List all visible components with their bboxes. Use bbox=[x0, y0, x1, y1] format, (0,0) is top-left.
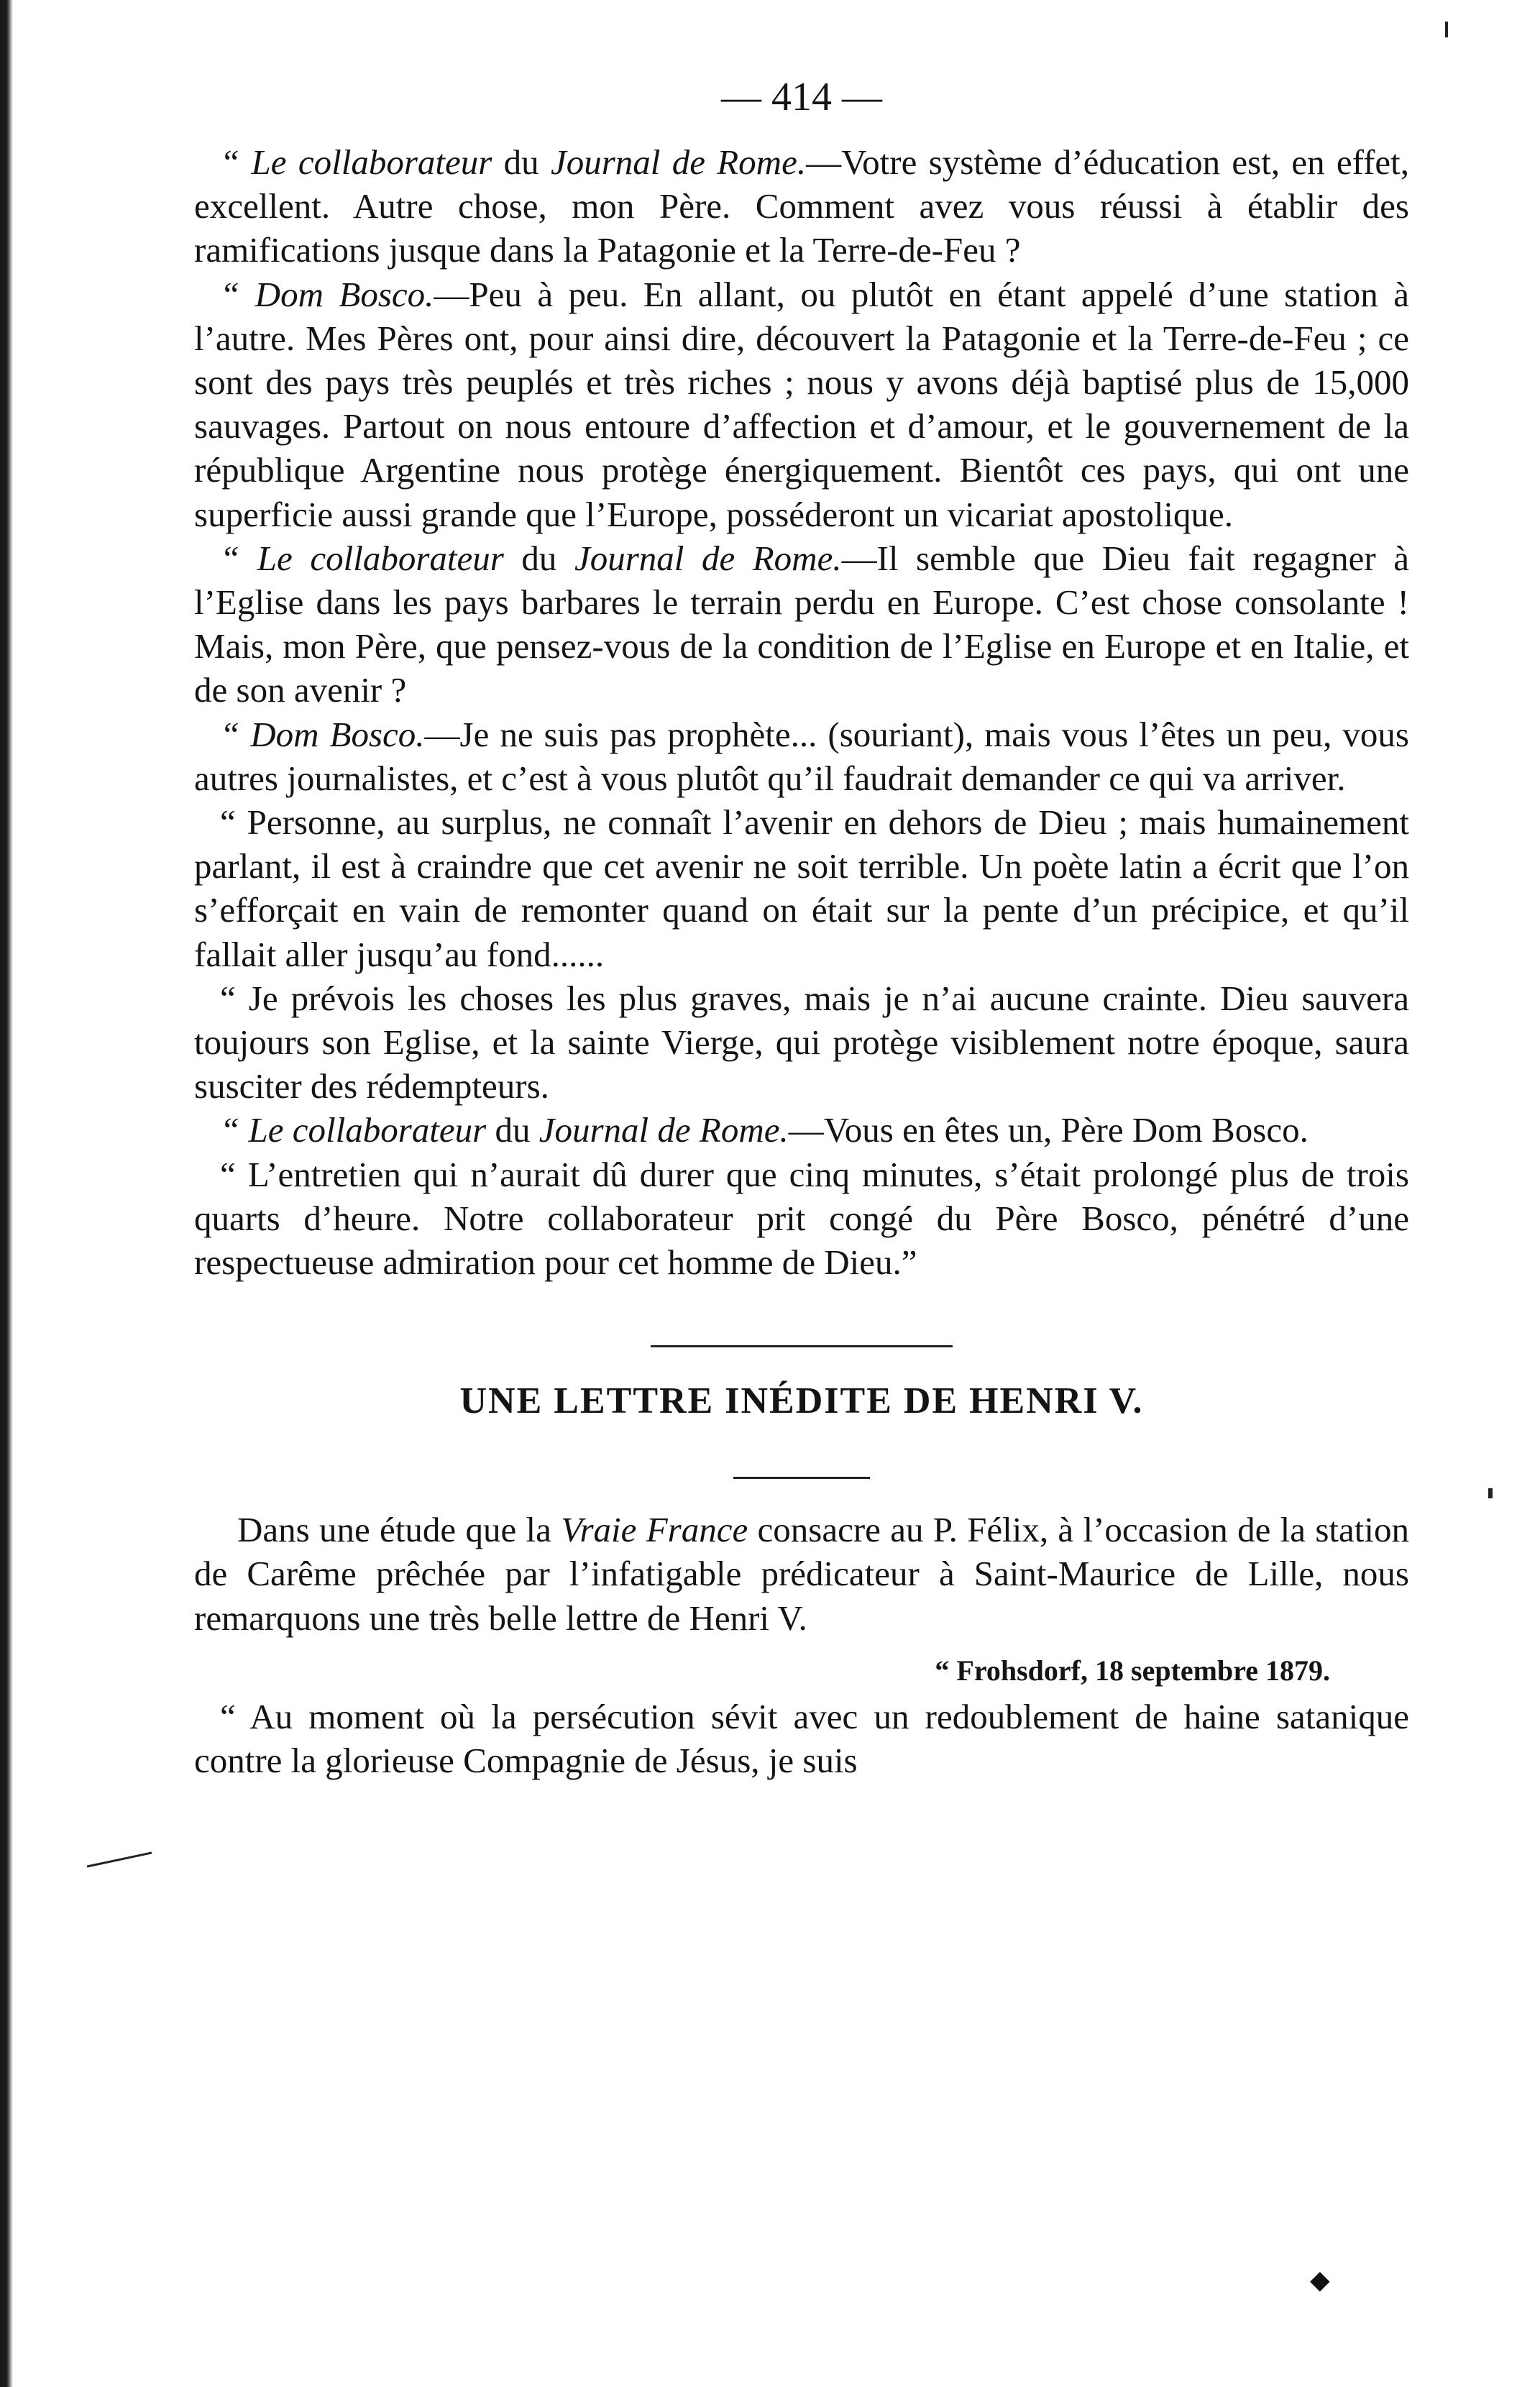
section-divider bbox=[651, 1345, 953, 1347]
scan-binding-edge bbox=[0, 0, 13, 2387]
paragraph-dom-bosco-4 bbox=[194, 976, 1409, 1109]
journal-title-vraie-france: Vraie France bbox=[561, 1510, 748, 1550]
paragraph-text: “ Je prévois les choses les plus graves, mais je n’ai aucune crainte. Dieu sauvera toujours son Eglise, et la sainte Vierge, qui protège visiblement notre époque, saura susciter des rédempteurs. bbox=[194, 978, 1409, 1107]
paragraph-closing-narration bbox=[194, 1153, 1409, 1285]
paragraph-text: “ Au moment où la persécution sévit avec un redoublement de haine satanique contre la glorieuse Compagnie de Jésus, je suis bbox=[194, 1696, 1409, 1781]
paragraph-dom-bosco-1 bbox=[194, 272, 1409, 536]
page-number: — 414 — bbox=[721, 75, 882, 119]
section-title: UNE LETTRE INÉDITE DE HENRI V. bbox=[459, 1380, 1144, 1422]
paragraph-dom-bosco-2 bbox=[194, 713, 1409, 800]
journal-name: Journal de Rome. bbox=[574, 538, 842, 578]
speaker-label: “ Dom Bosco. bbox=[220, 274, 434, 314]
margin-dash-mark bbox=[87, 1851, 152, 1867]
paragraph-dom-bosco-3 bbox=[194, 800, 1409, 976]
journal-name: Journal de Rome. bbox=[538, 1110, 789, 1150]
diamond-mark-icon: ◆ bbox=[1310, 2265, 1330, 2294]
speaker-label: “ Le collaborateur bbox=[220, 142, 492, 182]
speaker-label: “ Le collaborateur bbox=[220, 538, 504, 578]
paragraph-text: —Votre système d’éducation est, en effet, excellent. Autre chose, mon Père. Comment avez vous réussi à établir des ramifications jusque dans la Patagonie et la Terre-de-Feu ? bbox=[194, 142, 1410, 270]
speaker-label: “ Le collaborateur bbox=[220, 1110, 487, 1150]
scan-speck bbox=[1488, 1488, 1493, 1498]
connector-du: du bbox=[521, 538, 557, 578]
speaker-label: “ Dom Bosco. bbox=[220, 714, 425, 754]
paragraph-text: —Je ne suis pas prophète... (souriant), mais vous l’êtes un peu, vous autres journalistes, et c’est à vous plutôt qu’il faudrait demander ce qui va arriver. bbox=[194, 714, 1409, 798]
paragraph-text: —Vous en êtes un, Père Dom Bosco. bbox=[788, 1110, 1308, 1150]
paragraph-intro bbox=[194, 1508, 1409, 1640]
connector-du: du bbox=[495, 1110, 531, 1150]
paragraph-collaborateur-2 bbox=[194, 536, 1409, 713]
paragraph-letter-opening bbox=[194, 1695, 1409, 1782]
paragraph-collaborateur-1 bbox=[194, 140, 1409, 272]
book-page bbox=[194, 68, 1409, 1782]
intro-text-end: consacre au P. Félix, à l’occasion de la station de Carême prêchée par l’infatigable prédicateur à Saint-Maurice de Lille, nous remarquons une très belle lettre de Henri V. bbox=[194, 1510, 1409, 1638]
intro-text-start: Dans une étude que la bbox=[237, 1510, 562, 1550]
paragraph-text: “ L’entretien qui n’aurait dû durer que cinq minutes, s’était prolongé plus de trois quarts d’heure. Notre collaborateur prit congé du Père Bosco, pénétré d’une respectueuse admiration pour cet homme de Dieu.” bbox=[194, 1154, 1409, 1283]
paragraph-text: —Il semble que Dieu fait regagner à l’Eglise dans les pays barbares le terrain perdu en Europe. C’est chose consolante ! Mais, mon Père, que pensez-vous de la condition de l’Eglise en Europe et en Italie, et de son avenir ? bbox=[194, 538, 1410, 710]
letter-dateline: “ Frohsdorf, 18 septembre 1879. bbox=[935, 1654, 1330, 1687]
connector-du: du bbox=[503, 142, 539, 182]
paragraph-text: “ Personne, au surplus, ne connaît l’avenir en dehors de Dieu ; mais humainement parlant, il est à craindre que cet avenir ne soit terrible. Un poète latin a écrit que l’on s’efforçait en vain de remonter quand on était sur la pente d’un précipice, et qu’il fallait aller jusqu’au fond...... bbox=[194, 802, 1409, 974]
scan-speck bbox=[1445, 22, 1448, 37]
journal-name: Journal de Rome. bbox=[550, 142, 807, 182]
paragraph-collaborateur-3 bbox=[194, 1108, 1409, 1152]
paragraph-text: —Peu à peu. En allant, ou plutôt en étant appelé d’une station à l’autre. Mes Pères ont, pour ainsi dire, découvert la Patagonie et la Terre-de-Feu ; ce sont des pays très peuplés et très riches ; nous y avons déjà baptisé plus de 15,000 sauvages. Partout on nous entoure d’affection et d’amour, et le gouvernement de la république Argentine nous protège énergiquement. Bientôt ces pays, qui ont une superficie aussi grande que l’Europe, posséderont un vicariat apostolique. bbox=[194, 274, 1409, 534]
title-underline-divider bbox=[733, 1477, 870, 1479]
